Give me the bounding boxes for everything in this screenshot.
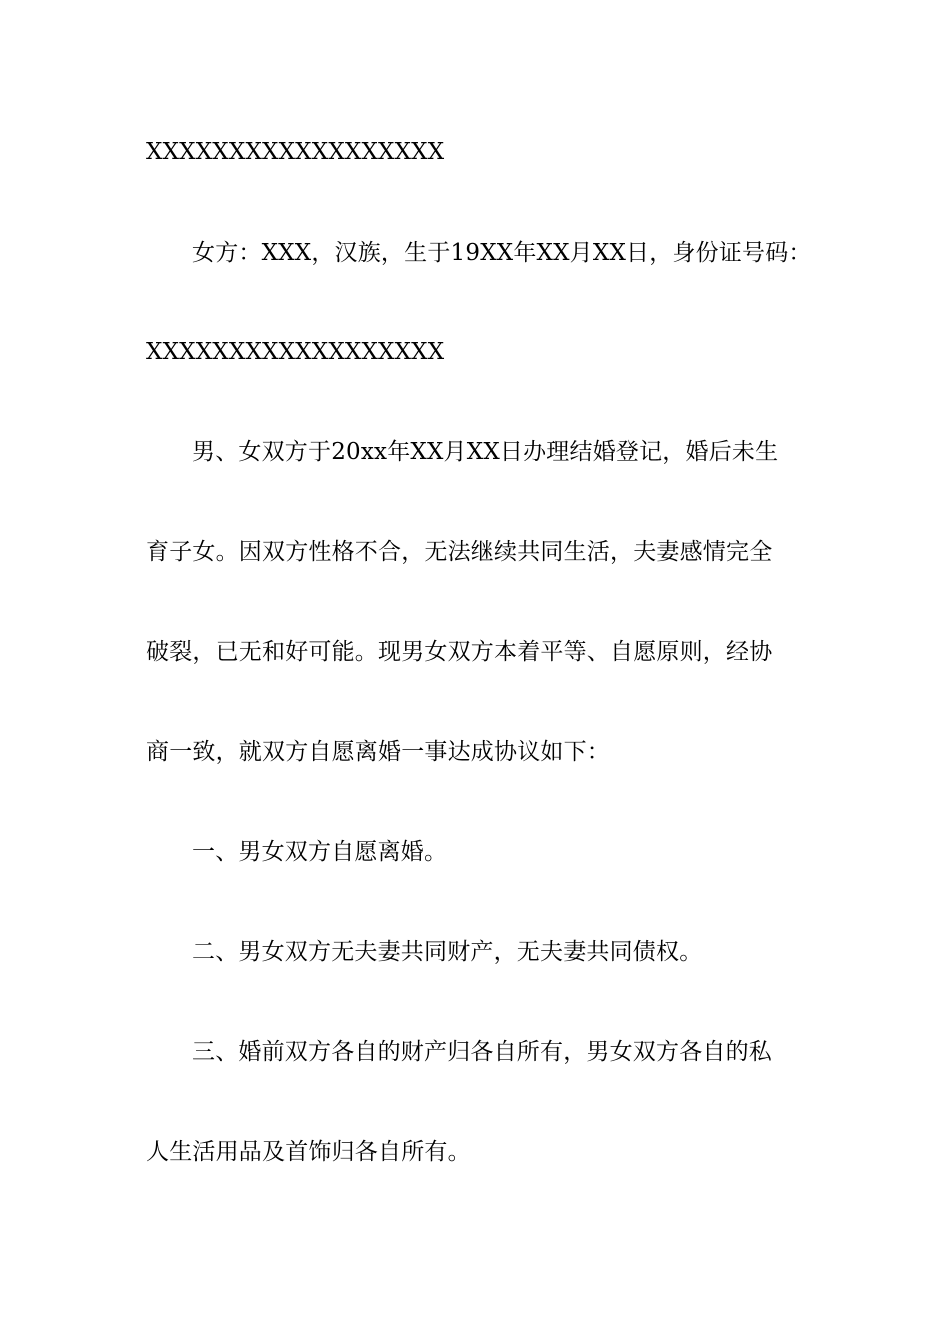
paragraph-marriage-line-1: 男、女双方于20xx年XX月XX日办理结婚登记，婚后未生 [192, 439, 779, 465]
id-number-continuation-1: XXXXXXXXXXXXXXXXXX [146, 139, 445, 165]
clause-three-line-1: 三、婚前双方各自的财产归各自所有，男女双方各自的私 [192, 1039, 772, 1065]
clause-two: 二、男女双方无夫妻共同财产，无夫妻共同债权。 [192, 939, 703, 965]
paragraph-marriage-line-2: 育子女。因双方性格不合，无法继续共同生活，夫妻感情完全 [146, 539, 773, 565]
id-number-continuation-2: XXXXXXXXXXXXXXXXXX [146, 339, 445, 365]
paragraph-marriage-line-4: 商一致，就双方自愿离婚一事达成协议如下： [146, 739, 610, 765]
female-party-info: 女方：XXX，汉族，生于19XX年XX月XX日，身份证号码： [192, 240, 812, 266]
clause-one: 一、男女双方自愿离婚。 [192, 839, 448, 865]
paragraph-marriage-line-3: 破裂，已无和好可能。现男女双方本着平等、自愿原则，经协 [146, 639, 773, 665]
clause-three-line-2: 人生活用品及首饰归各自所有。 [146, 1139, 471, 1165]
